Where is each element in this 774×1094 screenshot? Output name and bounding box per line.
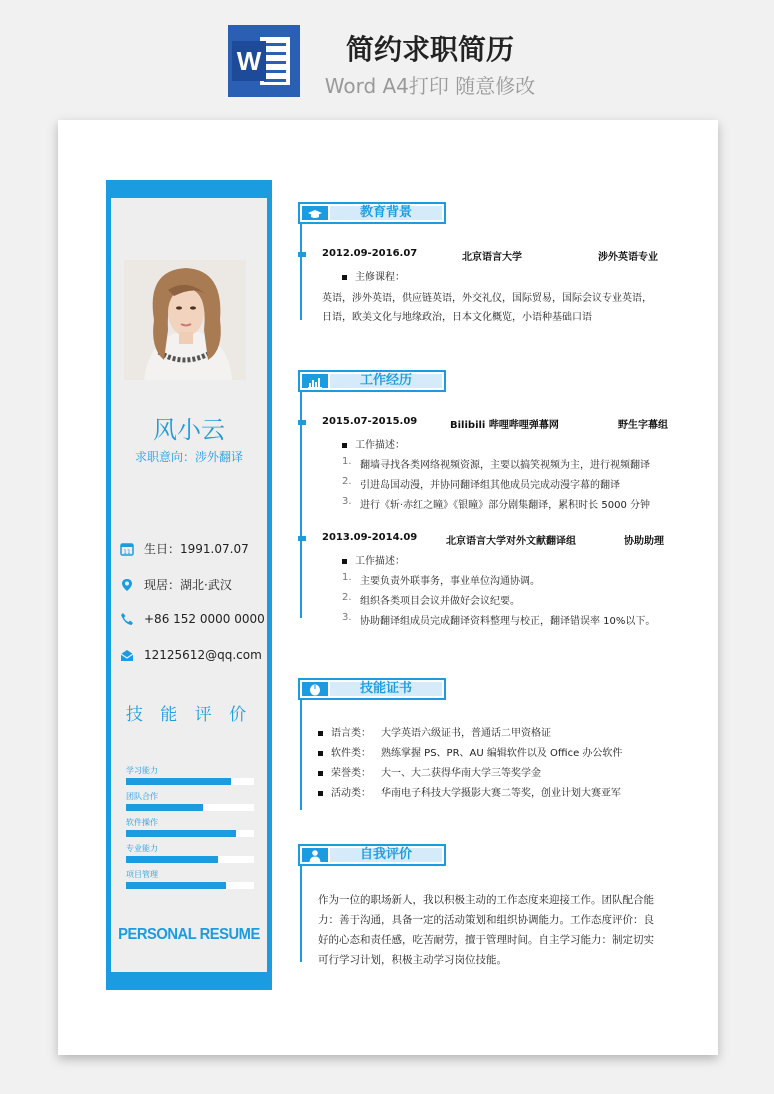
location-row (120, 576, 232, 593)
section-title: 自我评价 (359, 847, 412, 862)
section-work (298, 370, 446, 392)
certificate-kind: 荣誉类： (331, 768, 371, 779)
job-org: Bilibili 哔哩哔哩弹幕网 (450, 420, 559, 431)
skill-track (126, 882, 254, 889)
mouse-icon (302, 682, 328, 696)
course-line: 日语，欧美文化与地缘政治，日本文化概览，小语种基础口语 (322, 312, 592, 323)
page-title: 简约求职简历 (345, 33, 514, 66)
skill-fill (126, 778, 231, 785)
certificate-item (318, 784, 621, 799)
skill-fill (126, 804, 203, 811)
job-item: 组织各类项目会议并做好会议纪要。 (360, 596, 520, 607)
graduation-cap-icon (302, 206, 328, 220)
page-subtitle: Word A4打印 随意修改 (324, 74, 536, 98)
profile-sidebar (106, 180, 272, 990)
job-item: 主要负责外联事务，事业单位沟通协调。 (360, 576, 540, 587)
edu-period: 2012.09-2016.07 (322, 248, 418, 259)
self-evaluation-line: 作为一位的职场新人，我以积极主动的工作态度来迎接工作。团队配合能 (318, 894, 654, 906)
job-item: 引进岛国动漫，并协同翻译组其他成员完成动漫字幕的翻译 (360, 480, 620, 491)
email-text: 12125612@qq.com (144, 648, 262, 662)
certificate-detail: 熟练掌握 PS、PR、AU 编辑软件以及 Office 办公软件 (381, 748, 623, 759)
self-evaluation-line: 力：善于沟通，具备一定的活动策划和组织协调能力。工作态度评价：良 (318, 914, 654, 926)
skill-label: 项目管理 (126, 870, 158, 879)
page-header (0, 0, 774, 110)
job-role: 野生字幕组 (618, 420, 668, 431)
job-item-number: 3. (342, 496, 352, 507)
job-desc-label: 工作描述： (342, 436, 405, 451)
birthday-text: 生日：1991.07.07 (144, 542, 249, 556)
word-icon (228, 25, 300, 97)
certificate-detail: 大一、大二获得华南大学三等奖学金 (381, 768, 541, 779)
phone-row (120, 612, 265, 626)
job-item: 进行《斩·赤红之瞳》《银瞳》部分剧集翻译，累积时长 5000 分钟 (360, 500, 650, 511)
job-item-number: 1. (342, 456, 352, 467)
mail-icon (120, 648, 134, 662)
skills-title: 技 能 评 价 (125, 705, 253, 725)
job-period: 2015.07-2015.09 (322, 416, 418, 427)
svg-text:11: 11 (123, 548, 131, 556)
job-item-number: 1. (342, 572, 352, 583)
profile-photo (124, 260, 246, 380)
skill-bar (126, 766, 254, 785)
birthday-row (120, 540, 249, 557)
section-title: 技能证书 (359, 681, 412, 696)
skill-fill (126, 882, 226, 889)
edu-major: 涉外英语专业 (598, 252, 658, 263)
location-icon (120, 578, 134, 592)
self-evaluation-line: 可行学习计划，积极主动学习岗位技能。 (318, 954, 507, 966)
profile-name: 风小云 (153, 416, 225, 444)
certificate-item (318, 724, 551, 739)
bar-chart-icon (302, 374, 328, 388)
resume-page (58, 120, 718, 1055)
personal-resume-label: PERSONAL RESUME (118, 926, 260, 943)
edu-school: 北京语言大学 (462, 252, 522, 263)
skill-bar (126, 844, 254, 863)
skill-track (126, 778, 254, 785)
phone-icon (120, 612, 134, 626)
section-self-evaluation (298, 844, 446, 866)
certificate-detail: 华南电子科技大学摄影大赛二等奖，创业计划大赛亚军 (381, 788, 621, 799)
skill-bar (126, 792, 254, 811)
section-education (298, 202, 446, 224)
skill-bar (126, 870, 254, 889)
self-evaluation-text (318, 890, 678, 970)
email-row (120, 648, 262, 662)
certificate-item (318, 744, 622, 759)
location-text: 现居：湖北·武汉 (144, 578, 232, 592)
phone-text: +86 152 0000 0000 (144, 612, 265, 626)
certificate-kind: 活动类： (331, 788, 371, 799)
job-desc-label: 工作描述： (342, 552, 405, 567)
skill-fill (126, 830, 236, 837)
skill-bar (126, 818, 254, 837)
job-item: 协助翻译组成员完成翻译资料整理与校正，翻译错误率 10%以下。 (360, 616, 656, 627)
job-period: 2013.09-2014.09 (322, 532, 418, 543)
job-item: 翻墙寻找各类网络视频资源，主要以搞笑视频为主，进行视频翻译 (360, 460, 650, 471)
job-role: 协助助理 (624, 536, 664, 547)
certificate-kind: 语言类： (331, 728, 371, 739)
job-item-number: 2. (342, 592, 352, 603)
course-line: 英语，涉外英语，供应链英语，外交礼仪，国际贸易，国际会议专业英语， (322, 293, 652, 304)
section-title: 工作经历 (359, 373, 412, 388)
self-evaluation-line: 好的心态和责任感，吃苦耐劳，擅于管理时间。自主学习能力：制定切实 (318, 934, 654, 946)
skill-label: 团队合作 (126, 792, 158, 801)
skill-fill (126, 856, 218, 863)
calendar-icon (120, 542, 134, 556)
word-letter: W (232, 41, 266, 81)
skill-track (126, 804, 254, 811)
job-intent: 求职意向：涉外翻译 (134, 450, 243, 464)
skill-track (126, 830, 254, 837)
person-icon (302, 848, 328, 862)
job-org: 北京语言大学对外文献翻译组 (446, 536, 576, 547)
job-item-number: 2. (342, 476, 352, 487)
skill-label: 软件操作 (126, 818, 158, 827)
course-label: 主修课程： (342, 268, 405, 283)
job-item-number: 3. (342, 612, 352, 623)
certificate-detail: 大学英语六级证书，普通话二甲资格证 (381, 728, 551, 739)
skill-label: 专业能力 (126, 844, 158, 853)
certificate-kind: 软件类： (331, 748, 371, 759)
certificate-item (318, 764, 541, 779)
section-title: 教育背景 (359, 205, 412, 220)
skill-label: 学习能力 (126, 766, 158, 775)
section-certificates (298, 678, 446, 700)
skill-track (126, 856, 254, 863)
